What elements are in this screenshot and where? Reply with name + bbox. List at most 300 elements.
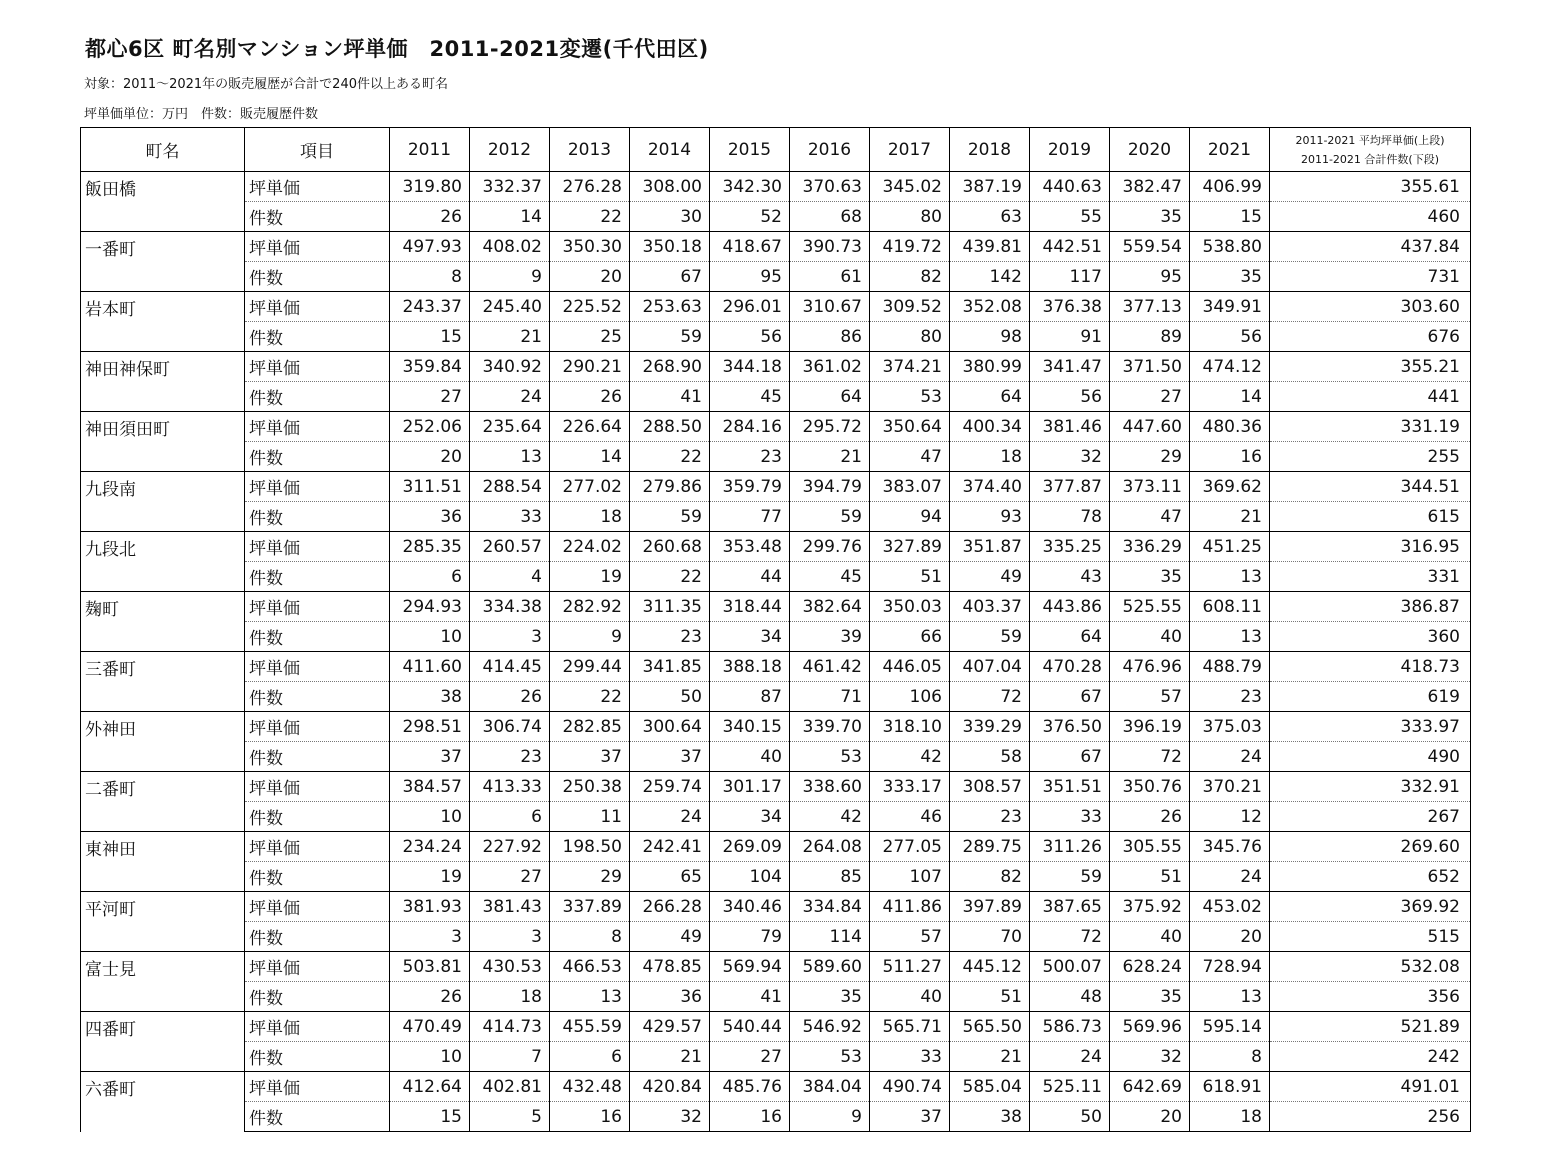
- count-cell: 23: [950, 802, 1030, 832]
- price-cell: 342.30: [710, 172, 790, 202]
- count-cell: 10: [390, 802, 470, 832]
- count-cell: 26: [390, 202, 470, 232]
- price-cell: 376.50: [1030, 712, 1110, 742]
- header-year: 2020: [1110, 128, 1190, 172]
- price-cell: 569.96: [1110, 1012, 1190, 1042]
- count-cell: 40: [1110, 622, 1190, 652]
- price-cell: 288.50: [630, 412, 710, 442]
- count-cell: 6: [550, 1042, 630, 1072]
- table-row-count: [81, 262, 1471, 292]
- price-cell: 245.40: [470, 292, 550, 322]
- price-cell: 298.51: [390, 712, 470, 742]
- count-cell: 53: [870, 382, 950, 412]
- count-cell: 37: [550, 742, 630, 772]
- price-average-cell: 269.60: [1270, 832, 1471, 862]
- count-cell: 45: [710, 382, 790, 412]
- price-cell: 370.63: [790, 172, 870, 202]
- price-cell: 300.64: [630, 712, 710, 742]
- price-cell: 585.04: [950, 1072, 1030, 1102]
- count-cell: 26: [390, 982, 470, 1012]
- price-cell: 311.26: [1030, 832, 1110, 862]
- price-cell: 299.76: [790, 532, 870, 562]
- table-row-price: [81, 712, 1471, 742]
- count-cell: 7: [470, 1042, 550, 1072]
- count-cell: 142: [950, 262, 1030, 292]
- count-cell: 15: [1190, 202, 1270, 232]
- count-total-cell: 331: [1270, 562, 1471, 592]
- price-cell: 569.94: [710, 952, 790, 982]
- table-row-price: [81, 292, 1471, 322]
- price-cell: 294.93: [390, 592, 470, 622]
- count-cell: 21: [470, 322, 550, 352]
- price-cell: 352.08: [950, 292, 1030, 322]
- table-body: [81, 172, 1471, 1132]
- price-cell: 334.38: [470, 592, 550, 622]
- price-cell: 381.93: [390, 892, 470, 922]
- count-cell: 9: [470, 262, 550, 292]
- price-cell: 451.25: [1190, 532, 1270, 562]
- price-average-cell: 521.89: [1270, 1012, 1471, 1042]
- count-cell: 27: [710, 1042, 790, 1072]
- price-cell: 540.44: [710, 1012, 790, 1042]
- price-cell: 306.74: [470, 712, 550, 742]
- town-name: 富士見: [81, 952, 245, 1012]
- price-cell: 407.04: [950, 652, 1030, 682]
- table-row-count: [81, 442, 1471, 472]
- price-cell: 383.07: [870, 472, 950, 502]
- item-label-price: 坪単価: [245, 1012, 390, 1042]
- item-label-price: 坪単価: [245, 532, 390, 562]
- item-label-price: 坪単価: [245, 412, 390, 442]
- count-cell: 78: [1030, 502, 1110, 532]
- price-cell: 478.85: [630, 952, 710, 982]
- count-cell: 104: [710, 862, 790, 892]
- count-cell: 47: [870, 442, 950, 472]
- count-cell: 80: [870, 322, 950, 352]
- count-cell: 53: [790, 742, 870, 772]
- count-cell: 37: [630, 742, 710, 772]
- count-cell: 35: [1110, 562, 1190, 592]
- header-year: 2016: [790, 128, 870, 172]
- item-label-count: 件数: [245, 442, 390, 472]
- count-total-cell: 242: [1270, 1042, 1471, 1072]
- price-cell: 227.92: [470, 832, 550, 862]
- count-cell: 20: [1110, 1102, 1190, 1132]
- count-cell: 20: [550, 262, 630, 292]
- price-average-cell: 316.95: [1270, 532, 1471, 562]
- price-cell: 538.80: [1190, 232, 1270, 262]
- price-cell: 288.54: [470, 472, 550, 502]
- count-cell: 114: [790, 922, 870, 952]
- price-cell: 359.84: [390, 352, 470, 382]
- town-name: 岩本町: [81, 292, 245, 352]
- price-cell: 371.50: [1110, 352, 1190, 382]
- price-cell: 384.57: [390, 772, 470, 802]
- count-cell: 36: [390, 502, 470, 532]
- item-label-count: 件数: [245, 982, 390, 1012]
- count-cell: 89: [1110, 322, 1190, 352]
- count-cell: 24: [1030, 1042, 1110, 1072]
- price-cell: 269.09: [710, 832, 790, 862]
- table-row-price: [81, 952, 1471, 982]
- price-cell: 414.45: [470, 652, 550, 682]
- price-cell: 311.51: [390, 472, 470, 502]
- item-label-price: 坪単価: [245, 1072, 390, 1102]
- item-label-count: 件数: [245, 382, 390, 412]
- price-cell: 497.93: [390, 232, 470, 262]
- count-cell: 40: [710, 742, 790, 772]
- count-cell: 72: [1030, 922, 1110, 952]
- town-name: 外神田: [81, 712, 245, 772]
- count-total-cell: 615: [1270, 502, 1471, 532]
- item-label-count: 件数: [245, 862, 390, 892]
- price-cell: 442.51: [1030, 232, 1110, 262]
- count-cell: 77: [710, 502, 790, 532]
- price-cell: 413.33: [470, 772, 550, 802]
- item-label-count: 件数: [245, 262, 390, 292]
- price-cell: 418.67: [710, 232, 790, 262]
- count-cell: 15: [390, 1102, 470, 1132]
- price-cell: 359.79: [710, 472, 790, 502]
- price-cell: 377.13: [1110, 292, 1190, 322]
- header-year: 2017: [870, 128, 950, 172]
- count-cell: 37: [390, 742, 470, 772]
- price-cell: 340.15: [710, 712, 790, 742]
- count-cell: 16: [1190, 442, 1270, 472]
- price-cell: 361.02: [790, 352, 870, 382]
- price-cell: 242.41: [630, 832, 710, 862]
- table-row-count: [81, 1042, 1471, 1072]
- price-cell: 380.99: [950, 352, 1030, 382]
- price-cell: 419.72: [870, 232, 950, 262]
- count-cell: 87: [710, 682, 790, 712]
- price-cell: 443.86: [1030, 592, 1110, 622]
- table-row-price: [81, 472, 1471, 502]
- price-average-cell: 386.87: [1270, 592, 1471, 622]
- price-cell: 503.81: [390, 952, 470, 982]
- table-row-price: [81, 412, 1471, 442]
- count-cell: 8: [550, 922, 630, 952]
- price-cell: 259.74: [630, 772, 710, 802]
- table-row-count: [81, 562, 1471, 592]
- town-name: 九段北: [81, 532, 245, 592]
- price-cell: 370.21: [1190, 772, 1270, 802]
- count-cell: 15: [390, 322, 470, 352]
- price-cell: 429.57: [630, 1012, 710, 1042]
- count-cell: 79: [710, 922, 790, 952]
- count-cell: 24: [630, 802, 710, 832]
- price-cell: 440.63: [1030, 172, 1110, 202]
- price-cell: 394.79: [790, 472, 870, 502]
- price-cell: 411.86: [870, 892, 950, 922]
- count-cell: 65: [630, 862, 710, 892]
- price-cell: 387.19: [950, 172, 1030, 202]
- count-cell: 52: [710, 202, 790, 232]
- count-cell: 29: [550, 862, 630, 892]
- price-cell: 334.84: [790, 892, 870, 922]
- count-cell: 39: [790, 622, 870, 652]
- price-average-cell: 369.92: [1270, 892, 1471, 922]
- price-cell: 480.36: [1190, 412, 1270, 442]
- table-row-price: [81, 1012, 1471, 1042]
- count-cell: 13: [1190, 622, 1270, 652]
- price-cell: 382.64: [790, 592, 870, 622]
- price-cell: 447.60: [1110, 412, 1190, 442]
- target-note: 対象：2011～2021年の販売履歴が合計で240件以上ある町名: [84, 77, 448, 92]
- town-name: 九段南: [81, 472, 245, 532]
- count-total-cell: 460: [1270, 202, 1471, 232]
- count-cell: 9: [790, 1102, 870, 1132]
- table-row-price: [81, 232, 1471, 262]
- count-cell: 59: [950, 622, 1030, 652]
- count-cell: 6: [470, 802, 550, 832]
- price-cell: 396.19: [1110, 712, 1190, 742]
- price-cell: 234.24: [390, 832, 470, 862]
- count-cell: 53: [790, 1042, 870, 1072]
- table-row-price: [81, 532, 1471, 562]
- price-cell: 446.05: [870, 652, 950, 682]
- price-cell: 461.42: [790, 652, 870, 682]
- price-cell: 476.96: [1110, 652, 1190, 682]
- count-total-cell: 256: [1270, 1102, 1471, 1132]
- count-cell: 20: [1190, 922, 1270, 952]
- price-average-cell: 532.08: [1270, 952, 1471, 982]
- count-cell: 44: [710, 562, 790, 592]
- price-cell: 277.05: [870, 832, 950, 862]
- price-cell: 474.12: [1190, 352, 1270, 382]
- price-cell: 295.72: [790, 412, 870, 442]
- price-cell: 565.71: [870, 1012, 950, 1042]
- price-cell: 488.79: [1190, 652, 1270, 682]
- count-cell: 27: [470, 862, 550, 892]
- price-cell: 337.89: [550, 892, 630, 922]
- town-name: 東神田: [81, 832, 245, 892]
- table-row-count: [81, 382, 1471, 412]
- price-cell: 559.54: [1110, 232, 1190, 262]
- price-cell: 340.92: [470, 352, 550, 382]
- count-cell: 27: [390, 382, 470, 412]
- count-cell: 21: [630, 1042, 710, 1072]
- count-cell: 59: [630, 502, 710, 532]
- count-cell: 66: [870, 622, 950, 652]
- count-cell: 25: [550, 322, 630, 352]
- price-cell: 327.89: [870, 532, 950, 562]
- town-name: 麹町: [81, 592, 245, 652]
- count-cell: 30: [630, 202, 710, 232]
- count-cell: 24: [470, 382, 550, 412]
- price-cell: 296.01: [710, 292, 790, 322]
- count-cell: 32: [1110, 1042, 1190, 1072]
- count-cell: 47: [1110, 502, 1190, 532]
- price-cell: 565.50: [950, 1012, 1030, 1042]
- count-total-cell: 441: [1270, 382, 1471, 412]
- count-cell: 23: [710, 442, 790, 472]
- table-row-count: [81, 922, 1471, 952]
- table-row-price: [81, 772, 1471, 802]
- item-label-price: 坪単価: [245, 352, 390, 382]
- price-average-cell: 355.21: [1270, 352, 1471, 382]
- price-cell: 340.46: [710, 892, 790, 922]
- price-cell: 466.53: [550, 952, 630, 982]
- count-total-cell: 619: [1270, 682, 1471, 712]
- price-cell: 525.11: [1030, 1072, 1110, 1102]
- price-cell: 284.16: [710, 412, 790, 442]
- item-label-count: 件数: [245, 682, 390, 712]
- header-year: 2015: [710, 128, 790, 172]
- count-cell: 57: [1110, 682, 1190, 712]
- header-year: 2011: [390, 128, 470, 172]
- price-cell: 349.91: [1190, 292, 1270, 322]
- price-cell: 279.86: [630, 472, 710, 502]
- price-cell: 318.10: [870, 712, 950, 742]
- price-cell: 470.28: [1030, 652, 1110, 682]
- price-cell: 595.14: [1190, 1012, 1270, 1042]
- price-cell: 420.84: [630, 1072, 710, 1102]
- item-label-price: 坪単価: [245, 592, 390, 622]
- count-cell: 86: [790, 322, 870, 352]
- table-row-count: [81, 982, 1471, 1012]
- count-cell: 72: [1110, 742, 1190, 772]
- header-item: 項目: [245, 128, 390, 172]
- table-row-count: [81, 502, 1471, 532]
- price-cell: 198.50: [550, 832, 630, 862]
- count-cell: 22: [630, 562, 710, 592]
- count-cell: 16: [550, 1102, 630, 1132]
- price-cell: 490.74: [870, 1072, 950, 1102]
- price-cell: 250.38: [550, 772, 630, 802]
- count-cell: 8: [1190, 1042, 1270, 1072]
- table-row-price: [81, 352, 1471, 382]
- price-cell: 377.87: [1030, 472, 1110, 502]
- count-cell: 63: [950, 202, 1030, 232]
- price-average-cell: 333.97: [1270, 712, 1471, 742]
- count-cell: 117: [1030, 262, 1110, 292]
- count-cell: 33: [470, 502, 550, 532]
- count-cell: 35: [790, 982, 870, 1012]
- count-cell: 67: [1030, 742, 1110, 772]
- table-row-count: [81, 202, 1471, 232]
- price-cell: 339.70: [790, 712, 870, 742]
- count-cell: 59: [630, 322, 710, 352]
- count-cell: 26: [470, 682, 550, 712]
- item-label-count: 件数: [245, 1102, 390, 1132]
- count-cell: 64: [950, 382, 1030, 412]
- count-cell: 35: [1190, 262, 1270, 292]
- count-cell: 67: [1030, 682, 1110, 712]
- count-cell: 95: [1110, 262, 1190, 292]
- count-cell: 18: [950, 442, 1030, 472]
- count-total-cell: 360: [1270, 622, 1471, 652]
- price-cell: 341.47: [1030, 352, 1110, 382]
- count-cell: 59: [790, 502, 870, 532]
- price-cell: 333.17: [870, 772, 950, 802]
- count-cell: 59: [1030, 862, 1110, 892]
- count-cell: 13: [470, 442, 550, 472]
- town-name: 二番町: [81, 772, 245, 832]
- price-cell: 586.73: [1030, 1012, 1110, 1042]
- count-cell: 24: [1190, 742, 1270, 772]
- price-average-cell: 418.73: [1270, 652, 1471, 682]
- price-cell: 276.28: [550, 172, 630, 202]
- count-cell: 64: [790, 382, 870, 412]
- price-cell: 350.03: [870, 592, 950, 622]
- header-year: 2013: [550, 128, 630, 172]
- item-label-price: 坪単価: [245, 472, 390, 502]
- price-cell: 411.60: [390, 652, 470, 682]
- price-cell: 260.68: [630, 532, 710, 562]
- price-cell: 412.64: [390, 1072, 470, 1102]
- price-cell: 382.47: [1110, 172, 1190, 202]
- units-note: 坪単価単位：万円 件数：販売履歴件数: [84, 107, 319, 122]
- price-cell: 277.02: [550, 472, 630, 502]
- count-cell: 57: [870, 922, 950, 952]
- count-cell: 18: [470, 982, 550, 1012]
- town-name: 神田神保町: [81, 352, 245, 412]
- count-cell: 56: [710, 322, 790, 352]
- price-cell: 400.34: [950, 412, 1030, 442]
- price-cell: 310.67: [790, 292, 870, 322]
- price-cell: 373.11: [1110, 472, 1190, 502]
- price-cell: 308.57: [950, 772, 1030, 802]
- count-cell: 43: [1030, 562, 1110, 592]
- table-row-price: [81, 652, 1471, 682]
- count-total-cell: 731: [1270, 262, 1471, 292]
- count-cell: 19: [390, 862, 470, 892]
- price-cell: 439.81: [950, 232, 1030, 262]
- count-cell: 32: [630, 1102, 710, 1132]
- price-cell: 311.35: [630, 592, 710, 622]
- price-cell: 728.94: [1190, 952, 1270, 982]
- count-cell: 35: [1110, 982, 1190, 1012]
- count-total-cell: 356: [1270, 982, 1471, 1012]
- count-cell: 34: [710, 802, 790, 832]
- count-cell: 4: [470, 562, 550, 592]
- header-town: 町名: [81, 128, 245, 172]
- item-label-count: 件数: [245, 802, 390, 832]
- item-label-count: 件数: [245, 622, 390, 652]
- price-cell: 381.43: [470, 892, 550, 922]
- price-average-cell: 344.51: [1270, 472, 1471, 502]
- count-total-cell: 652: [1270, 862, 1471, 892]
- count-total-cell: 676: [1270, 322, 1471, 352]
- item-label-count: 件数: [245, 922, 390, 952]
- town-name: 六番町: [81, 1072, 245, 1132]
- price-cell: 455.59: [550, 1012, 630, 1042]
- count-cell: 29: [1110, 442, 1190, 472]
- count-cell: 23: [470, 742, 550, 772]
- count-cell: 18: [1190, 1102, 1270, 1132]
- price-cell: 252.06: [390, 412, 470, 442]
- header-year: 2021: [1190, 128, 1270, 172]
- count-total-cell: 255: [1270, 442, 1471, 472]
- table-row-count: [81, 682, 1471, 712]
- price-cell: 397.89: [950, 892, 1030, 922]
- price-cell: 253.63: [630, 292, 710, 322]
- table-row-price: [81, 592, 1471, 622]
- table-row-price: [81, 832, 1471, 862]
- count-cell: 34: [710, 622, 790, 652]
- item-label-price: 坪単価: [245, 772, 390, 802]
- count-cell: 37: [870, 1102, 950, 1132]
- count-cell: 33: [870, 1042, 950, 1072]
- price-cell: 308.00: [630, 172, 710, 202]
- item-label-count: 件数: [245, 742, 390, 772]
- count-cell: 71: [790, 682, 870, 712]
- price-cell: 369.62: [1190, 472, 1270, 502]
- price-cell: 301.17: [710, 772, 790, 802]
- header-year: 2014: [630, 128, 710, 172]
- price-cell: 268.90: [630, 352, 710, 382]
